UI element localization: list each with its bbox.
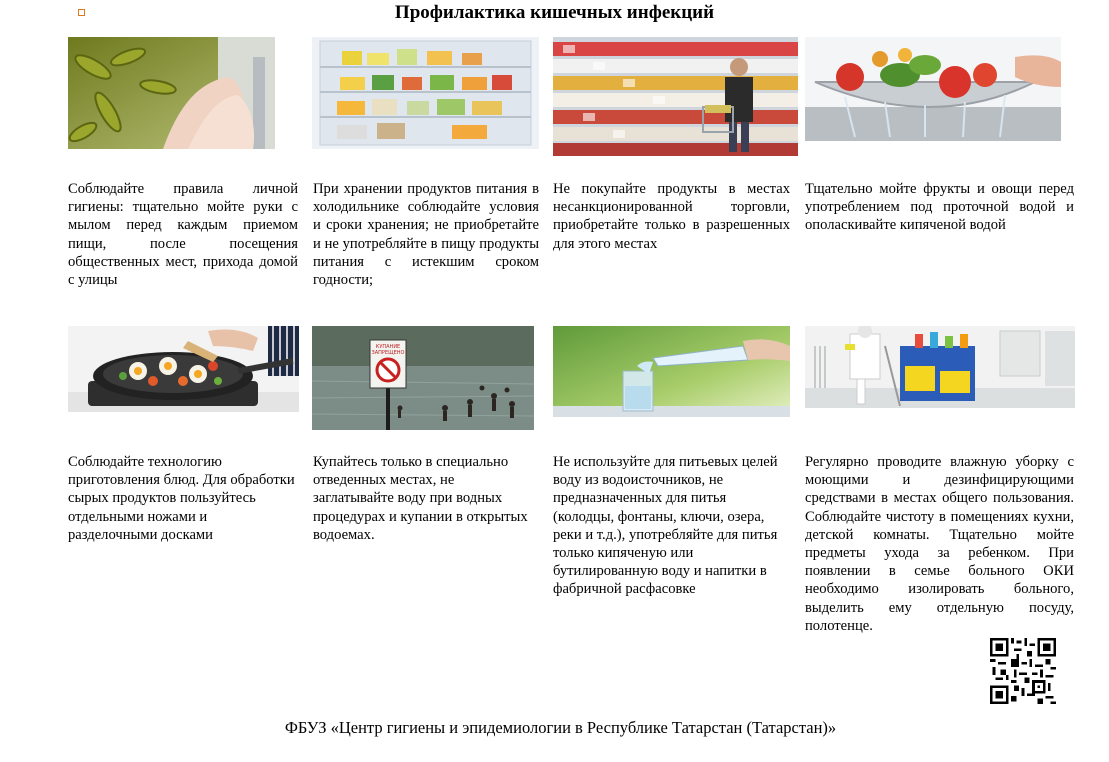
sign-line2-text: ЗАПРЕЩЕНО <box>371 350 405 356</box>
tip-text-8: Регулярно проводите влажную уборку с моющими и дезинфицирующими средствами в местах общего пользования. Соблюдайте чистоту в помещениях кухни, детской комнаты. Тщательно мойте предметы ухода за ребенком. При появлении в семье больного ОКИ необходимо изолировать больного, выделить ему отдельную посуду, полотенце. <box>805 454 1074 634</box>
qr-code[interactable] <box>990 638 1056 704</box>
tip-text-3: Не покупайте продукты в местах несанкционированной торговли, приобретайте только в разрешенных для этого местах <box>553 181 790 252</box>
tip-text-6: Купайтесь только в специально отведенных местах, не заглатывайте воду при водных процедурах и купании в открытых водоемах. <box>313 454 528 543</box>
supermarket-image <box>553 37 798 156</box>
tip-text-7: Не используйте для питьевых целей воду из водоисточников, не предназначенных для питья (колодцы, фонтаны, ключи, озера, реки и т.д.), употребляйте для питья только кипяченую или бутилированную воду и напитки в фабричной расфасовке <box>553 454 778 598</box>
swimming-prohibited-image <box>312 326 534 430</box>
tip-text-4: Тщательно мойте фрукты и овощи перед употреблением под проточной водой и ополаскивайте кипяченой водой <box>805 181 1074 234</box>
bottled-water-image <box>553 326 790 417</box>
wet-cleaning-image <box>805 326 1075 408</box>
tip-text-5: Соблюдайте технологию приготовления блюд. Для обработки сырых продуктов пользуйтесь отдельными ножами и разделочными досками <box>68 454 295 543</box>
tip-text-1: Соблюдайте правила личной гигиены: тщательно мойте руки с мылом перед каждым приемом пищи, после посещения общественных мест, прихода домой с улицы <box>68 181 298 289</box>
tip-text-2: При хранении продуктов питания в холодильнике соблюдайте условия и сроки хранения; не приобретайте и не употребляйте в пищу продукты питания с истекшим сроком годности; <box>313 181 539 289</box>
footer-organization: ФБУЗ «Центр гигиены и эпидемиологии в Республике Татарстан (Татарстан)» <box>284 718 837 737</box>
refrigerator-image <box>312 37 539 149</box>
hand-washing-bacteria-image <box>68 37 275 149</box>
page-title: Профилактика кишечных инфекций <box>394 2 715 23</box>
cooking-pan-image <box>68 326 299 412</box>
washing-vegetables-image <box>805 37 1061 141</box>
sign-line1-text: КУПАНИЕ <box>375 344 401 350</box>
